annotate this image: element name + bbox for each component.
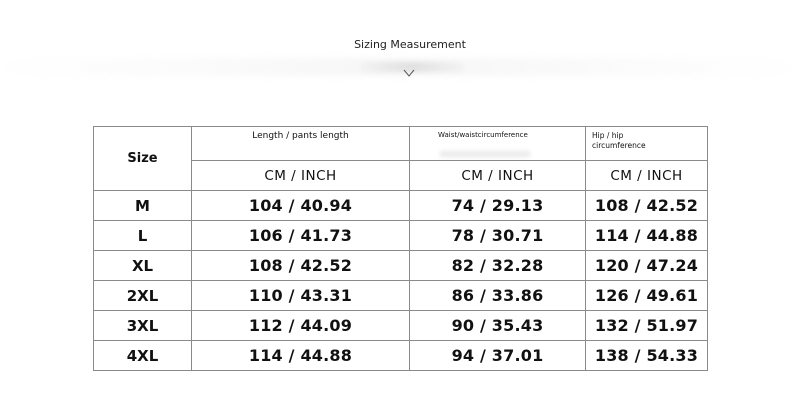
waist-value: 86 / 33.86 (410, 281, 586, 311)
hip-value: 114 / 44.88 (586, 221, 708, 251)
waist-value: 90 / 35.43 (410, 311, 586, 341)
size-cell: L (94, 221, 192, 251)
size-cell: M (94, 191, 192, 221)
hip-column-header (586, 127, 708, 161)
table-row (94, 251, 708, 281)
waist-value: 78 / 30.71 (410, 221, 586, 251)
hip-value: 132 / 51.97 (586, 311, 708, 341)
waist-unit: CM / INCH (410, 161, 586, 191)
waist-column-label: Waist/waistcircumference (438, 131, 528, 139)
hip-value: 120 / 47.24 (586, 251, 708, 281)
table-row (94, 221, 708, 251)
length-value: 104 / 40.94 (192, 191, 410, 221)
waist-value: 74 / 29.13 (410, 191, 586, 221)
length-value: 110 / 43.31 (192, 281, 410, 311)
length-value: 106 / 41.73 (192, 221, 410, 251)
table-row (94, 281, 708, 311)
size-cell: 3XL (94, 311, 192, 341)
hip-value: 138 / 54.33 (586, 341, 708, 371)
table-row (94, 191, 708, 221)
length-column-header (192, 127, 410, 161)
size-cell: XL (94, 251, 192, 281)
length-column-label: Length / pants length (252, 131, 349, 141)
size-cell: 4XL (94, 341, 192, 371)
waist-value: 94 / 37.01 (410, 341, 586, 371)
size-cell: 2XL (94, 281, 192, 311)
header-row (94, 127, 708, 161)
waist-value: 82 / 32.28 (410, 251, 586, 281)
length-value: 108 / 42.52 (192, 251, 410, 281)
hip-value: 126 / 49.61 (586, 281, 708, 311)
page-title: Sizing Measurement (354, 38, 466, 51)
hip-unit: CM / INCH (586, 161, 708, 191)
hip-value: 108 / 42.52 (586, 191, 708, 221)
decorative-smudge (440, 151, 530, 157)
chevron-down-icon (403, 68, 415, 78)
waist-column-header (410, 127, 586, 161)
length-value: 112 / 44.09 (192, 311, 410, 341)
table-row (94, 341, 708, 371)
table-row (94, 311, 708, 341)
hip-column-label: Hip / hip circumference (592, 131, 646, 150)
length-unit: CM / INCH (192, 161, 410, 191)
size-chart-table (93, 126, 708, 371)
length-value: 114 / 44.88 (192, 341, 410, 371)
size-column-header: Size (94, 127, 192, 191)
